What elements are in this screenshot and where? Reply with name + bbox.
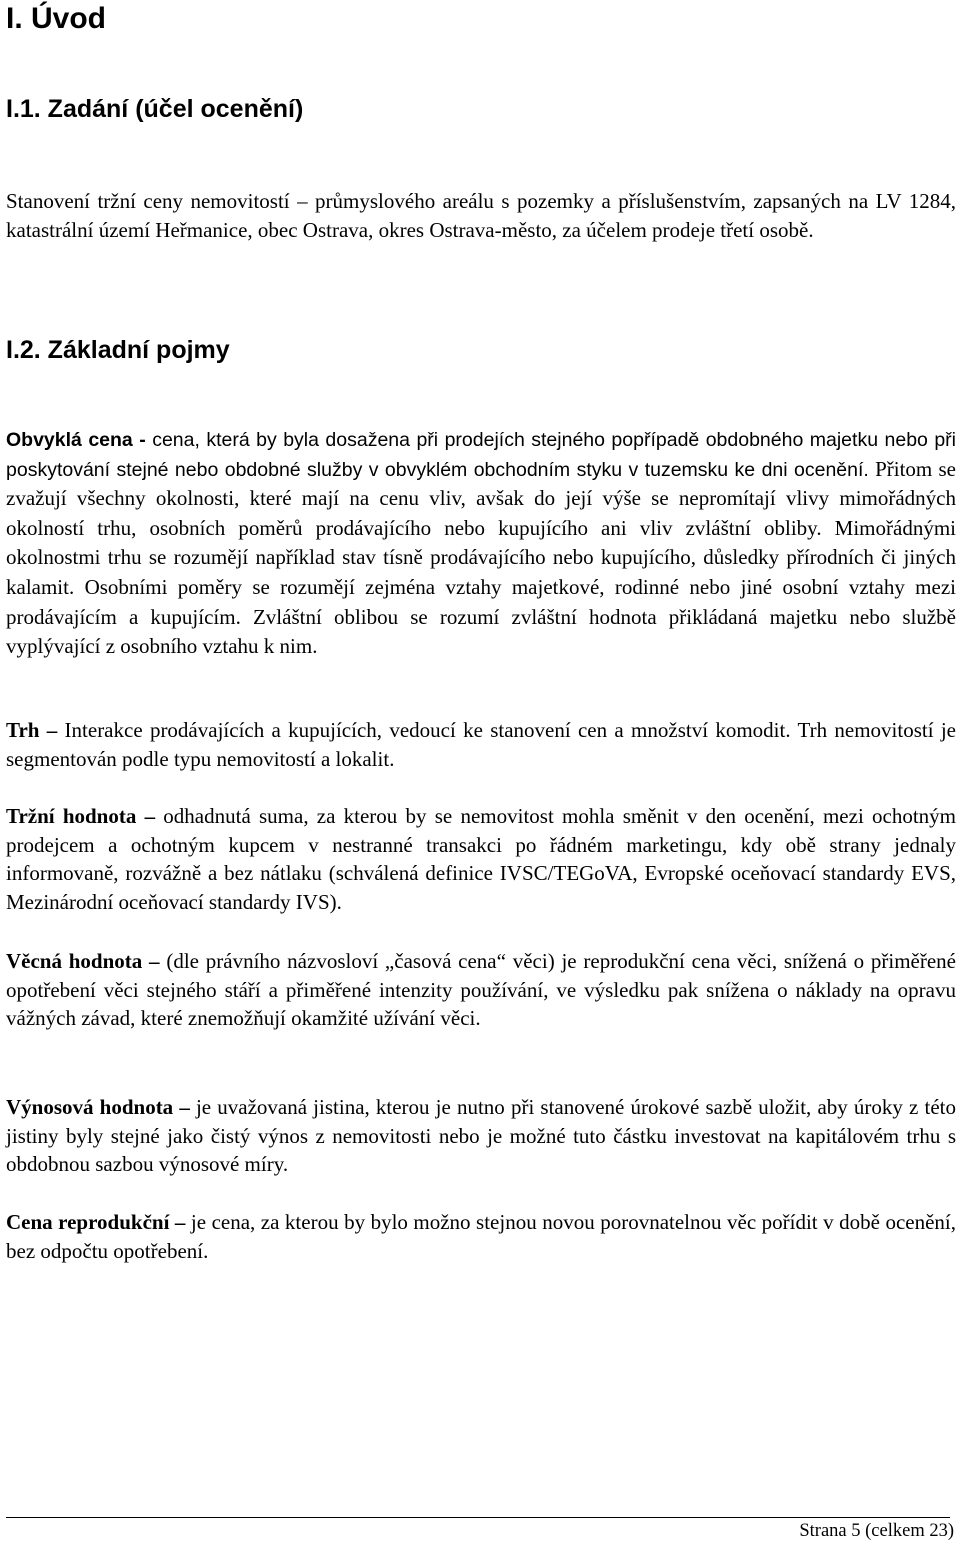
definition-term: Cena reprodukční – [6, 1210, 186, 1234]
definition-text: (dle právního názvosloví „časová cena“ věci) je reprodukční cena věci, snížená o přiměřené opotřebení věci stejného stáří a přiměřené intenzity používání, ve výsledku pak snížena o náklady na opravu vážných závad, které znemožňují okamžité užívání věci. [6, 949, 956, 1031]
definition-text: odhadnutá suma, za kterou by se nemovitost mohla směnit v den ocenění, mezi ochotným prodejcem a ochotným kupcem v nestranné transakci po řádném marketingu, kdy obě strany jednaly informovaně, rozvážně a bez nátlaku (schválená definice IVSC/TEGoVA, Evropské oceňovací standardy EVS, Mezinárodní oceňovací standardy IVS). [6, 804, 956, 914]
definition-vecna-hodnota [6, 947, 956, 1033]
definition-obvykla-cena [6, 426, 956, 662]
definition-term: Trh – [6, 718, 58, 742]
definition-text: je cena, za kterou by bylo možno stejnou novou porovnatelnou věc pořídit v době ocenění, bez odpočtu opotřebení. [6, 1210, 956, 1263]
definition-text-continued: Přitom se zvažují všechny okolnosti, které mají na cenu vliv, avšak do její výše se nepromítají vlivy mimořádných okolností trhu, osobních poměrů prodávajícího nebo kupujícího ani vliv zvláštní obliby. Mimořádnými okolnostmi trhu se rozumějí například stav tísně prodávajícího nebo kupujícího, důsledky přírodních či jiných kalamit. Osobními poměry se rozumějí zejména vztahy majetkové, rodinné nebo jiné osobní vztahy mezi prodávajícím a kupujícím. Zvláštní oblibou se rozumí zvláštní hodnota přikládaná majetku nebo službě vyplývající z osobního vztahu k nim. [6, 456, 956, 659]
page-number: Strana 5 (celkem 23) [799, 1521, 954, 1541]
definition-text: Interakce prodávajících a kupujících, vedoucí ke stanovení cen a množství komodit. Trh nemovitostí je segmentován podle typu nemovitostí a lokalit. [6, 718, 956, 771]
definition-term: Obvyklá cena - [6, 429, 146, 451]
section-2-title: I.2. Základní pojmy [6, 336, 230, 364]
definition-trh [6, 716, 956, 773]
definition-term: Výnosová hodnota – [6, 1095, 190, 1119]
definition-text: cena, která by byla dosažena při prodejích stejného popřípadě obdobného majetku nebo při poskytování stejné nebo obdobné služby v obvyklém obchodním styku v tuzemsku ke dni ocenění. [6, 429, 957, 481]
definition-text: je uvažovaná jistina, kterou je nutno při stanovené úrokové sazbě uložit, aby úroky z této jistiny byly stejné jako čistý výnos z nemovitosti nebo je možné tuto částku investovat na kapitálovém trhu s obdobnou sazbou výnosové míry. [6, 1095, 956, 1177]
chapter-heading: I. Úvod [6, 2, 107, 35]
definition-trzni-hodnota [6, 802, 956, 916]
section-1-title: I.1. Zadání (účel ocenění) [6, 95, 304, 123]
footer-divider [6, 1517, 950, 1518]
definition-cena-reprodukcni [6, 1208, 956, 1265]
section-1-body: Stanovení tržní ceny nemovitostí – průmyslového areálu s pozemky a příslušenstvím, zapsaných na LV 1284, katastrální území Heřmanice, obec Ostrava, okres Ostrava-město, za účelem prodeje třetí osobě. [6, 189, 956, 242]
definition-term: Věcná hodnota – [6, 949, 160, 973]
definition-vynosova-hodnota [6, 1093, 956, 1179]
definition-term: Tržní hodnota – [6, 804, 156, 828]
